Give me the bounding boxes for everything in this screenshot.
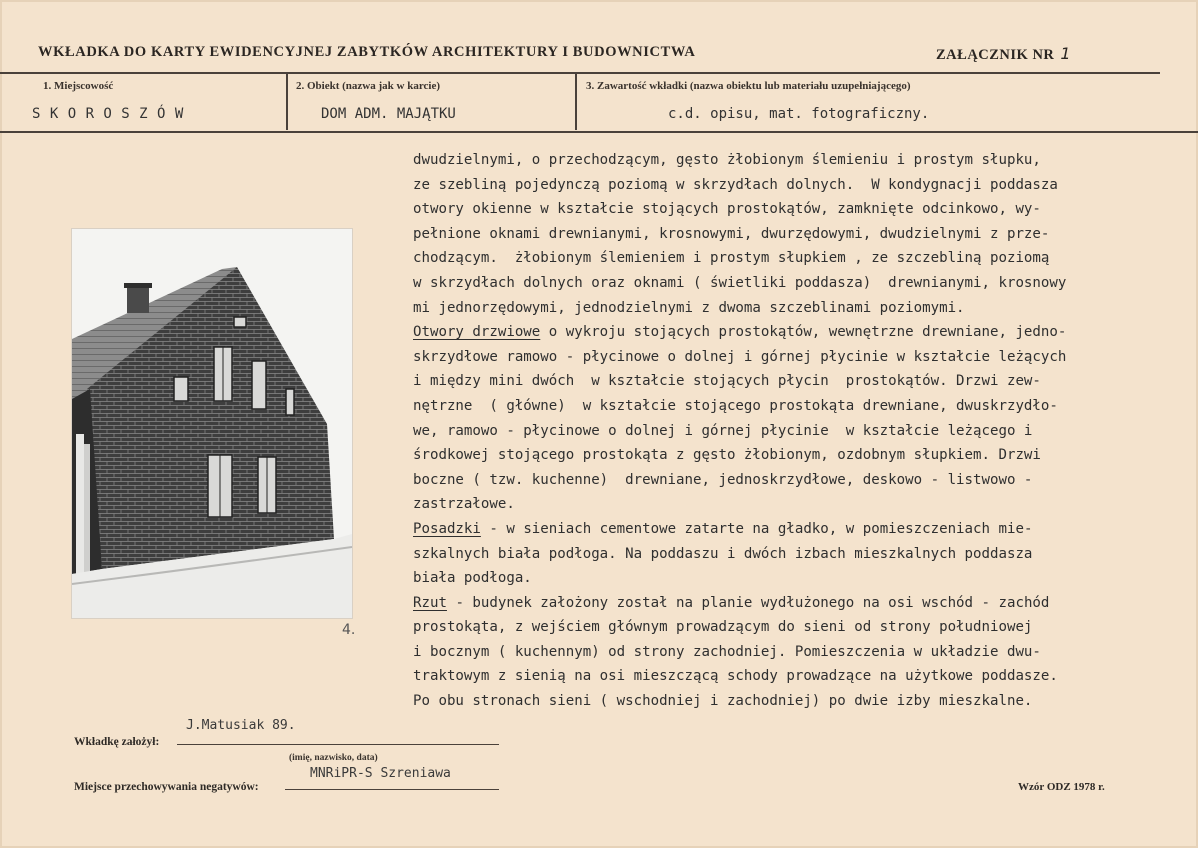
description-segment: pełnione oknami drewnianymi, krosnowymi, dwurzędowymi, dwudzielnymi z prze- — [413, 225, 1050, 242]
building-photo-illustration — [72, 229, 352, 618]
description-line — [413, 492, 1178, 517]
description-line — [413, 517, 1178, 542]
description-segment: zastrzałowe. — [413, 496, 515, 513]
description-line — [413, 640, 1178, 665]
description-segment: ze szebliną pojedynczą poziomą w skrzydłach dolnych. W kondygnacji poddasza — [413, 176, 1058, 193]
description-line — [413, 419, 1178, 444]
object-value: DOM ADM. MAJĄTKU — [321, 106, 456, 122]
description-line — [413, 296, 1178, 321]
header-rule-bottom — [0, 131, 1198, 133]
section-heading: Rzut — [413, 594, 447, 611]
description-segment: chodzącym. żłobionym ślemieniem i prostym słupkiem , ze szczebliną poziomą — [413, 250, 1050, 267]
description-line — [413, 664, 1178, 689]
description-segment: i bocznym ( kuchennym) od strony zachodniej. Pomieszczenia w układzie dwu- — [413, 643, 1041, 660]
field-divider-2 — [575, 74, 577, 130]
founder-label: Wkładkę założył: — [74, 736, 160, 748]
description-text — [413, 148, 1178, 714]
founder-line — [177, 744, 499, 745]
description-segment: otwory okienne w kształcie stojących prostokątów, zamknięte odcinkowo, wy- — [413, 201, 1041, 218]
content-value: c.d. opisu, mat. fotograficzny. — [668, 106, 930, 122]
description-line — [413, 468, 1178, 493]
description-line — [413, 394, 1178, 419]
founder-hint: (imię, nazwisko, data) — [289, 753, 378, 763]
document-title: WKŁADKA DO KARTY EWIDENCYJNEJ ZABYTKÓW ARCHITEKTURY I BUDOWNICTWA — [38, 44, 696, 60]
locality-label: 1. Miejscowość — [43, 80, 114, 92]
description-line — [413, 443, 1178, 468]
description-segment: środkowej stojącego prostokąta z gęsto żłobionym, ozdobnym słupkiem. Drzwi — [413, 447, 1041, 464]
description-segment: szkalnych biała podłoga. Na poddaszu i dwóch izbach mieszkalnych poddasza — [413, 545, 1033, 562]
description-segment: skrzydłowe ramowo - płycinowe o dolnej i górnej płycinie w kształcie leżących — [413, 348, 1067, 365]
description-line — [413, 148, 1178, 173]
founder-value: J.Matusiak 89. — [186, 718, 296, 733]
description-segment: we, ramowo - płycinowe o dolnej i górnej płycinie w kształcie leżącego i — [413, 422, 1033, 439]
description-segment: - budynek założony został na planie wydłużonego na osi wschód - zachód — [446, 594, 1050, 611]
storage-label: Miejsce przechowywania negatywów: — [74, 781, 259, 793]
description-segment: nętrzne ( główne) w kształcie stojącego prostokąta drewniane, dwuskrzydło- — [413, 397, 1058, 414]
description-line — [413, 222, 1178, 247]
annex-label-text: ZAŁĄCZNIK NR — [936, 47, 1055, 63]
template-note: Wzór ODZ 1978 r. — [1018, 781, 1105, 793]
description-line — [413, 345, 1178, 370]
description-line — [413, 615, 1178, 640]
description-segment: biała podłoga. — [413, 570, 532, 587]
description-line — [413, 591, 1178, 616]
description-segment: boczne ( tzw. kuchenne) drewniane, jednoskrzydłowe, deskowo - listwowo - — [413, 471, 1033, 488]
description-segment: mi jednorzędowymi, jednodzielnymi z dwoma szczeblinami poziomymi. — [413, 299, 965, 316]
section-heading: Posadzki — [413, 520, 481, 537]
description-line — [413, 542, 1178, 567]
locality-value: S K O R O S Z Ó W — [32, 106, 184, 122]
annex-label — [936, 44, 1071, 64]
section-heading: Otwory drzwiowe — [413, 324, 541, 341]
field-divider-1 — [286, 74, 288, 130]
description-segment: prostokąta, z wejściem głównym prowadzącym do sieni od strony południowej — [413, 619, 1033, 636]
description-line — [413, 246, 1178, 271]
description-segment: traktowym z sienią na osi mieszczącą schody prowadzące na użytkowe poddasze. — [413, 668, 1058, 685]
description-line — [413, 689, 1178, 714]
description-segment: i między mini dwóch w kształcie stojących płycin prostokątów. Drzwi zew- — [413, 373, 1041, 390]
annex-number: 1 — [1060, 44, 1072, 63]
description-segment: Po obu stronach sieni ( wschodniej i zachodniej) po dwie izby mieszkalne. — [413, 693, 1033, 710]
description-segment: - w sieniach cementowe zatarte na gładko, w pomieszczeniach mie- — [480, 520, 1033, 537]
description-line — [413, 197, 1178, 222]
building-photograph — [72, 229, 352, 618]
photo-number: 4. — [342, 622, 356, 638]
description-line — [413, 320, 1178, 345]
storage-line — [285, 789, 499, 790]
description-line — [413, 369, 1178, 394]
storage-value: MNRiPR-S Szreniawa — [310, 766, 451, 781]
description-line — [413, 173, 1178, 198]
description-segment: w skrzydłach dolnych oraz oknami ( świetliki poddasza) drewnianymi, krosnowy — [413, 274, 1067, 291]
description-line — [413, 271, 1178, 296]
header-rule-top — [0, 72, 1160, 74]
content-label: 3. Zawartość wkładki (nazwa obiektu lub materiału uzupełniającego) — [586, 80, 911, 92]
description-segment: o wykroju stojących prostokątów, wewnętrzne drewniane, jedno- — [540, 324, 1067, 341]
object-label: 2. Obiekt (nazwa jak w karcie) — [296, 80, 441, 92]
description-segment: dwudzielnymi, o przechodzącym, gęsto żłobionym ślemieniu i prostym słupku, — [413, 152, 1041, 168]
description-line — [413, 566, 1178, 591]
